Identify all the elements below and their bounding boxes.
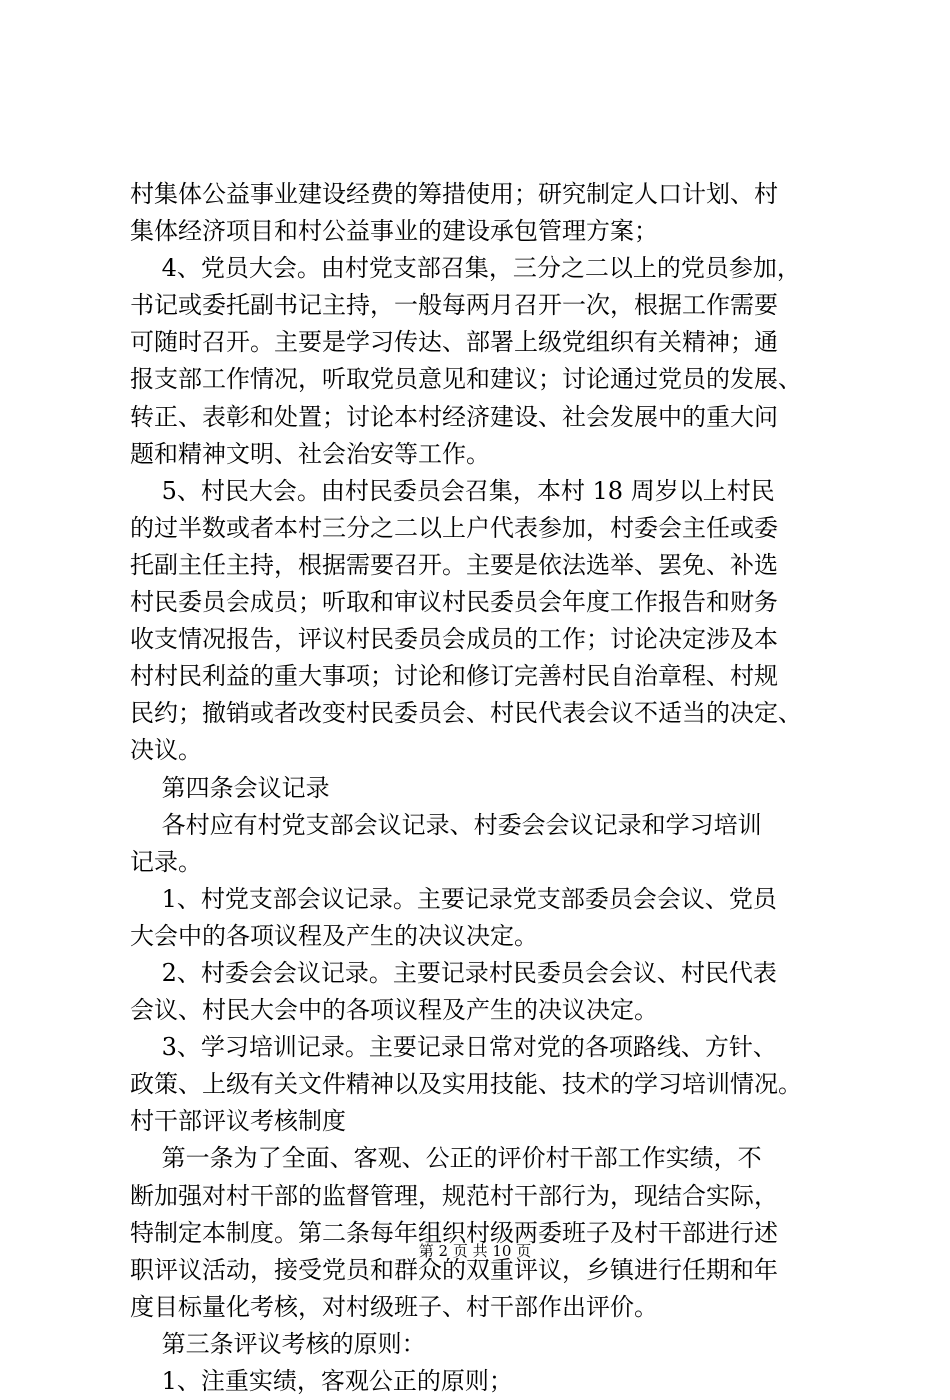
text-line: 第一条为了全面、客观、公正的评价村干部工作实绩，不 — [130, 1144, 762, 1173]
text-line: 可随时召开。主要是学习传达、部署上级党组织有关精神；通 — [130, 328, 778, 357]
section-heading: 第三条评议考核的原则： — [130, 1329, 426, 1358]
text-line: 3、学习培训记录。主要记录日常对党的各项路线、方针、 — [130, 1033, 777, 1062]
text-line: 大会中的各项议程及产生的决议决定。 — [130, 921, 538, 950]
text-line: 集体经济项目和村公益事业的建设承包管理方案； — [130, 217, 658, 246]
text-line: 村集体公益事业建设经费的筹措使用；研究制定人口计划、村 — [130, 180, 778, 208]
text-line: 5、村民大会。由村民委员会召集，本村 18 周岁以上村民 — [130, 476, 775, 505]
text-line: 收支情况报告，评议村民委员会成员的工作；讨论决定涉及本 — [130, 625, 778, 654]
text-line: 报支部工作情况，听取党员意见和建议；讨论通过党员的发展、 — [130, 365, 802, 394]
text-line: 2、村委会会议记录。主要记录村民委员会会议、村民代表 — [130, 958, 777, 987]
text-line: 托副主任主持，根据需要召开。主要是依法选举、罢免、补选 — [130, 550, 778, 579]
text-line: 村民委员会成员；听取和审议村民委员会年度工作报告和财务 — [130, 588, 778, 617]
section-heading: 第四条会议记录 — [130, 773, 330, 802]
text-line: 的过半数或者本村三分之二以上户代表参加，村委会主任或委 — [130, 513, 778, 542]
text-line: 书记或委托副书记主持，一般每两月召开一次，根据工作需要 — [130, 291, 778, 320]
text-line: 职评议活动，接受党员和群众的双重评议，乡镇进行任期和年 — [130, 1255, 778, 1284]
text-line: 题和精神文明、社会治安等工作。 — [130, 439, 490, 468]
body-text — [130, 176, 830, 1400]
text-line: 特制定本制度。第二条每年组织村级两委班子及村干部进行述 — [130, 1218, 778, 1247]
text-line: 村村民利益的重大事项；讨论和修订完善村民自治章程、村规 — [130, 662, 778, 691]
text-line: 断加强对村干部的监督管理，规范村干部行为，现结合实际， — [130, 1181, 778, 1210]
text-line: 记录。 — [130, 847, 202, 876]
text-line: 政策、上级有关文件精神以及实用技能、技术的学习培训情况。 — [130, 1070, 802, 1099]
text-line: 会议、村民大会中的各项议程及产生的决议决定。 — [130, 996, 658, 1025]
text-line: 民约；撤销或者改变村民委员会、村民代表会议不适当的决定、 — [130, 699, 802, 728]
text-line: 度目标量化考核，对村级班子、村干部作出评价。 — [130, 1292, 658, 1321]
page-footer: 第 2 页 共 10 页 — [418, 1242, 532, 1260]
text-line: 各村应有村党支部会议记录、村委会会议记录和学习培训 — [130, 810, 762, 839]
document-subtitle: 村干部评议考核制度 — [130, 1107, 346, 1136]
text-line: 4、党员大会。由村党支部召集，三分之二以上的党员参加， — [130, 254, 801, 283]
text-line: 1、注重实绩，客观公正的原则； — [130, 1367, 513, 1395]
text-line: 决议。 — [130, 736, 202, 765]
text-line: 转正、表彰和处置；讨论本村经济建设、社会发展中的重大问 — [130, 402, 778, 431]
text-line: 1、村党支部会议记录。主要记录党支部委员会会议、党员 — [130, 884, 777, 913]
